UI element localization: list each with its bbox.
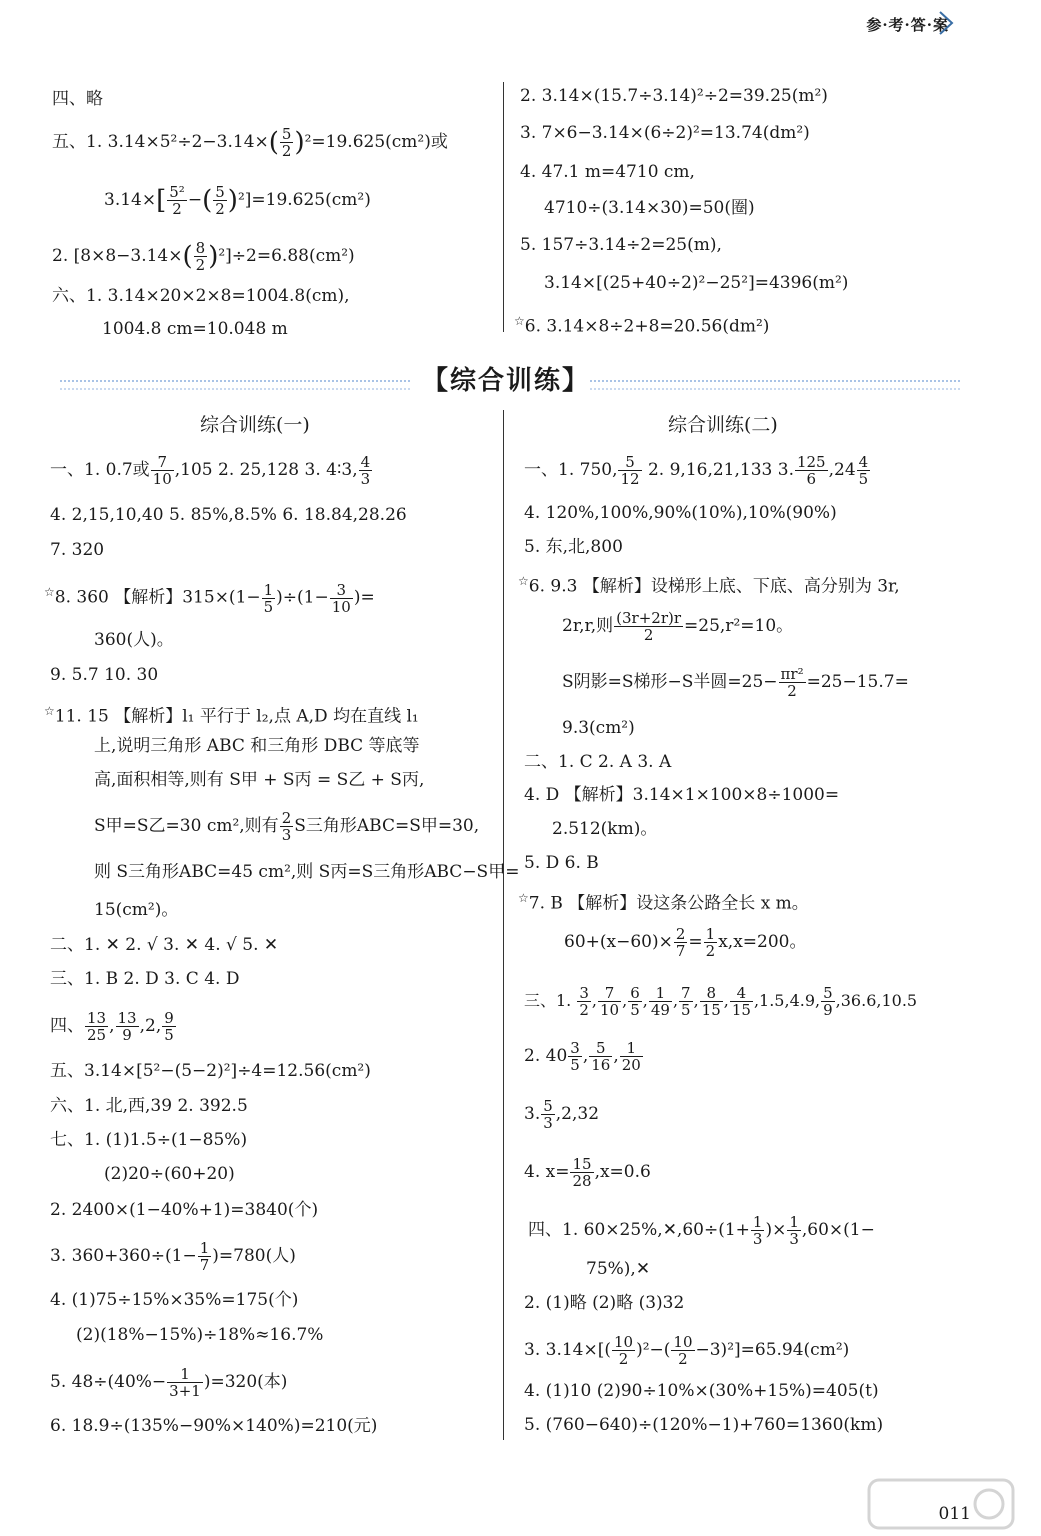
- section-title-right: 综合训练(二): [668, 414, 778, 436]
- answer-line: 2r,r,则 $\frac{(3r+2r)r}{2}$ =25,r²=10。: [562, 609, 794, 644]
- column-divider-main: [503, 410, 504, 1440]
- answer-line: 75%),✕: [586, 1259, 651, 1279]
- answer-line: 四、略: [52, 89, 103, 109]
- page-number: 011: [938, 1504, 971, 1524]
- section-banner: [60, 358, 960, 402]
- answer-line: 五、1. 3.14×5²÷2−3.14×( $\frac{5}{2}$ )²=19.625(cm²)或: [52, 125, 448, 160]
- answer-line: 高,面积相等,则有 S甲 + S丙 = S乙 + S丙,: [94, 770, 425, 790]
- answer-line: 上,说明三角形 ABC 和三角形 DBC 等底等: [94, 736, 420, 756]
- answer-line: 二、1. ✕ 2. √ 3. ✕ 4. √ 5. ✕: [50, 935, 279, 955]
- answer-line: 3. $\frac{5}{3}$ ,2,32: [524, 1097, 600, 1132]
- answer-line: 9.3(cm²): [562, 718, 635, 738]
- answer-line: S阴影=S梯形−S半圆=25− $\frac{\text{πr²}}{2}$ =25−15.7=: [562, 665, 909, 700]
- section-title-left: 综合训练(一): [200, 414, 310, 436]
- answer-line: 五、3.14×[5²−(5−2)²]÷4=12.56(cm²): [50, 1061, 371, 1081]
- answer-line: 60+(x−60)× $\frac{2}{7}$ = $\frac{1}{2}$ x,x=200。: [564, 925, 807, 960]
- answer-line: ☆8. 360 【解析】315×(1− $\frac{1}{5}$ )÷(1− $\frac{3}{10}$ )=: [44, 580, 375, 616]
- banner-title: 【综合训练】: [422, 366, 591, 396]
- answer-line: 2. 3.14×(15.7÷3.14)²÷2=39.25(m²): [520, 86, 828, 106]
- answer-line: 3. 7×6−3.14×(6÷2)²=13.74(dm²): [520, 123, 810, 143]
- answer-line: (2)(18%−15%)÷18%≈16.7%: [76, 1325, 324, 1345]
- answer-line: 5. 157÷3.14÷2=25(m),: [520, 235, 722, 255]
- answer-line: 2. 2400×(1−40%+1)=3840(个): [50, 1200, 319, 1220]
- answer-line: ☆6. 9.3 【解析】设梯形上底、下底、高分别为 3r,: [518, 574, 900, 597]
- answer-line: 四、 $\frac{13}{25}$ , $\frac{13}{9}$ ,2, $\frac{9}{5}$: [50, 1009, 174, 1044]
- answer-line: 4. (1)10 (2)90÷10%×(30%+15%)=405(t): [524, 1381, 879, 1401]
- column-divider-top: [503, 82, 504, 332]
- answer-line: 3. 3.14×[( $\frac{10}{2}$ )²−( $\frac{10}{2}$ −3)²]=65.94(cm²): [524, 1333, 850, 1368]
- answer-line: ☆11. 15 【解析】l₁ 平行于 l₂,点 A,D 均在直线 l₁: [44, 704, 419, 727]
- answer-line: 1004.8 cm=10.048 m: [102, 319, 288, 339]
- answer-line: S甲=S乙=30 cm²,则有 $\frac{2}{3}$ S三角形ABC=S甲=30,: [94, 809, 480, 844]
- answer-line: 3.14×[ $\frac{\text{5²}}{2}$ −( $\frac{5}{2}$ )²]=19.625(cm²): [104, 183, 371, 218]
- header-label: 参·考·答·案: [866, 16, 949, 34]
- answer-line: ☆6. 3.14×8÷2+8=20.56(dm²): [514, 314, 770, 337]
- answer-line: 一、1. 750, $\frac{5}{12}$ 2. 9,16,21,133 3. $\frac{125}{6}$ ,24 $\frac{4}{5}$: [524, 453, 869, 488]
- answer-line: 7. 320: [50, 540, 105, 560]
- banner-decoration-right: [590, 380, 960, 390]
- watermark-logo: [861, 1474, 1021, 1534]
- answer-line: 2. [8×8−3.14×( $\frac{8}{2}$ )²]÷2=6.88(cm²): [52, 239, 355, 274]
- answer-line: 二、1. C 2. A 3. A: [524, 752, 672, 772]
- answer-line: 则 S三角形ABC=45 cm²,则 S丙=S三角形ABC−S甲=: [94, 862, 520, 882]
- answer-line: 5. 48÷(40%− $\frac{1}{3+1}$ )=320(本): [50, 1365, 288, 1400]
- chevron-right-icon: [937, 10, 955, 36]
- answer-line: 3.14×[(25+40÷2)²−25²]=4396(m²): [544, 273, 849, 293]
- answer-line: 三、1. B 2. D 3. C 4. D: [50, 969, 240, 989]
- answer-line: 一、1. 0.7或 $\frac{7}{10}$ ,105 2. 25,128 3. 4∶3, $\frac{4}{3}$: [50, 453, 371, 488]
- answer-line: 4710÷(3.14×30)=50(圈): [544, 198, 755, 218]
- banner-decoration-left: [60, 380, 410, 390]
- answer-line: 4. x= $\frac{15}{28}$ ,x=0.6: [524, 1155, 651, 1190]
- answer-line: 七、1. (1)1.5÷(1−85%): [50, 1130, 248, 1150]
- answer-line: 5. 东,北,800: [524, 537, 623, 557]
- answer-line: 15(cm²)。: [94, 900, 179, 920]
- answer-line: ☆7. B 【解析】设这条公路全长 x m。: [518, 891, 809, 914]
- answer-line: 360(人)。: [94, 630, 174, 650]
- answer-line: 5. D 6. B: [524, 853, 599, 873]
- answer-line: 四、1. 60×25%,✕,60÷(1+ $\frac{1}{3}$ )× $\frac{1}{3}$ ,60×(1−: [528, 1213, 875, 1248]
- answer-line: 2. 40 $\frac{3}{5}$ , $\frac{5}{16}$ , $\frac{1}{20}$: [524, 1039, 641, 1074]
- answer-line: 4. 47.1 m=4710 cm,: [520, 162, 695, 182]
- answer-line: 2.512(km)。: [552, 819, 658, 839]
- answer-line: 三、1. $\frac{3}{2}$ , $\frac{7}{10}$ , $\frac{6}{5}$ , $\frac{1}{49}$ , $\frac{7}{5}$ , $\frac{8}{15}$ , $\frac{4}{15}$ ,1.5,4.9, $\frac{5}{9}$ ,36.6,10.5: [524, 984, 918, 1019]
- answer-line: 4. D 【解析】3.14×1×100×8÷1000=: [524, 785, 840, 805]
- answer-line: 3. 360+360÷(1− $\frac{1}{7}$ )=780(人): [50, 1239, 296, 1274]
- answer-line: 4. 120%,100%,90%(10%),10%(90%): [524, 503, 837, 523]
- answer-line: 4. (1)75÷15%×35%=175(个): [50, 1290, 299, 1310]
- answer-line: 6. 18.9÷(135%−90%×140%)=210(元): [50, 1416, 378, 1436]
- answer-line: 4. 2,15,10,40 5. 85%,8.5% 6. 18.84,28.26: [50, 505, 407, 525]
- answer-line: 5. (760−640)÷(120%−1)+760=1360(km): [524, 1415, 884, 1435]
- answer-line: 9. 5.7 10. 30: [50, 665, 159, 685]
- answer-line: 2. (1)略 (2)略 (3)32: [524, 1293, 685, 1313]
- answer-line: 六、1. 北,西,39 2. 392.5: [50, 1096, 248, 1116]
- answer-line: 六、1. 3.14×20×2×8=1004.8(cm),: [52, 286, 350, 306]
- answer-line: (2)20÷(60+20): [104, 1164, 235, 1184]
